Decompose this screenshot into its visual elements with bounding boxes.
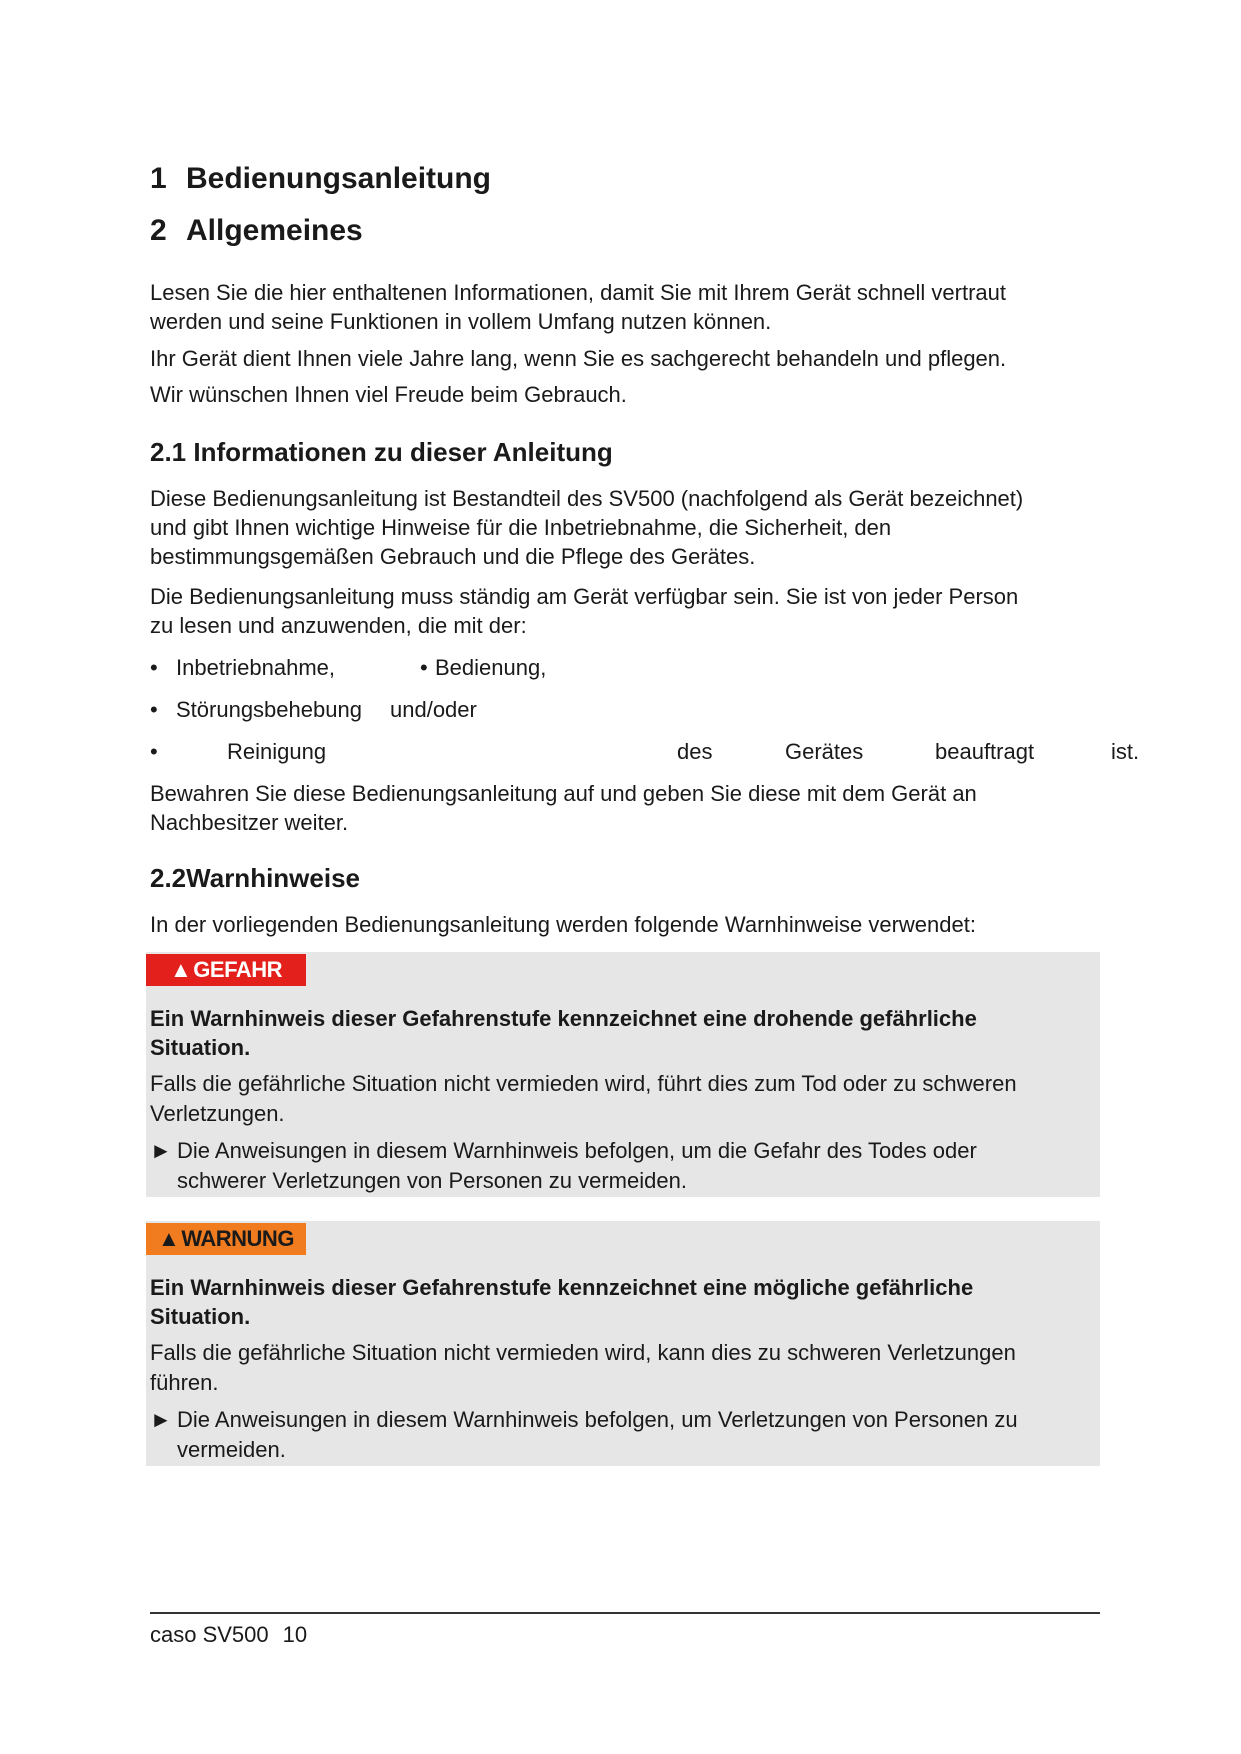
danger-action-line-2: schwerer Verletzungen von Personen zu vermeiden. — [177, 1168, 687, 1193]
bullet-word: ist. — [1111, 739, 1140, 764]
danger-bold-line-2: Situation. — [150, 1035, 251, 1060]
footer-divider — [150, 1612, 1100, 1614]
warning-triangle-icon: ▲ — [158, 1226, 180, 1251]
info-paragraph-3-line-1: Bewahren Sie diese Bedienungsanleitung auf und geben Sie diese mit dem Gerät an — [150, 781, 977, 806]
info-paragraph-1-line-2: und gibt Ihnen wichtige Hinweise für die Inbetriebnahme, die Sicherheit, den — [150, 515, 892, 540]
warning-action-line-1: Die Anweisungen in diesem Warnhinweis befolgen, um Verletzungen von Personen zu — [177, 1407, 1018, 1432]
section-2-2-heading — [150, 863, 360, 894]
general-paragraph-1-line-1: Lesen Sie die hier enthaltenen Informationen, damit Sie mit Ihrem Gerät schnell vertraut — [150, 280, 1007, 305]
section-2-2-number: 2.2 — [150, 863, 187, 893]
arrow-right-icon: ► — [150, 1407, 172, 1432]
footer — [150, 1620, 321, 1650]
danger-bold-line-1: Ein Warnhinweis dieser Gefahrenstufe kennzeichnet eine drohende gefährliche — [150, 1006, 977, 1031]
general-paragraph-3: Wir wünschen Ihnen viel Freude beim Gebrauch. — [150, 382, 627, 407]
page-number: 10 — [282, 1622, 308, 1647]
bullet-row-1 — [150, 653, 1150, 683]
heading-2-number: 2 — [150, 214, 167, 247]
danger-text-line-2: Verletzungen. — [150, 1101, 285, 1126]
danger-text-line-1: Falls die gefährliche Situation nicht vermieden wird, führt dies zum Tod oder zu schweren — [150, 1071, 1017, 1096]
info-paragraph-1-line-3: bestimmungsgemäßen Gebrauch und die Pflege des Gerätes. — [150, 544, 756, 569]
warning-badge — [146, 1223, 306, 1255]
warning-triangle-icon: ▲ — [170, 957, 192, 982]
info-paragraph-1-line-1: Diese Bedienungsanleitung ist Bestandteil des SV500 (nachfolgend als Gerät bezeichnet) — [150, 486, 1024, 511]
danger-badge — [146, 954, 306, 986]
bullet-word: beauftragt — [935, 739, 1035, 764]
bullet-word: des — [677, 739, 713, 764]
bullet-text: Bedienung, — [435, 655, 547, 680]
bullet-dot: • — [150, 655, 158, 680]
danger-box — [146, 952, 1100, 1197]
warnings-intro: In der vorliegenden Bedienungsanleitung werden folgende Warnhinweise verwendet: — [150, 912, 976, 937]
warning-bold-line-2: Situation. — [150, 1304, 251, 1329]
warning-text-line-2: führen. — [150, 1370, 219, 1395]
bullet-dot: • — [420, 655, 428, 680]
bullet-word: Reinigung — [227, 739, 327, 764]
bullet-row-3 — [150, 737, 1150, 767]
section-2-1-heading: 2.1 Informationen zu dieser Anleitung — [150, 437, 613, 467]
info-paragraph-2-line-2: zu lesen und anzuwenden, die mit der: — [150, 613, 527, 638]
danger-action — [150, 1136, 1090, 1196]
general-paragraph-1-line-2: werden und seine Funktionen in vollem Umfang nutzen können. — [150, 309, 772, 334]
warning-action-line-2: vermeiden. — [177, 1437, 286, 1462]
danger-badge-label: GEFAHR — [193, 957, 282, 982]
heading-1 — [150, 162, 491, 196]
general-paragraph-2: Ihr Gerät dient Ihnen viele Jahre lang, wenn Sie es sachgerecht behandeln und pflegen. — [150, 346, 1007, 371]
warning-box — [146, 1221, 1100, 1466]
heading-1-number: 1 — [150, 162, 167, 195]
bullet-dot: • — [150, 739, 158, 764]
warning-bold-line-1: Ein Warnhinweis dieser Gefahrenstufe kennzeichnet eine mögliche gefährliche — [150, 1275, 974, 1300]
bullet-dot: • — [150, 697, 158, 722]
bullet-text: und/oder — [390, 697, 477, 722]
heading-1-text: Bedienungsanleitung — [186, 162, 492, 195]
warning-text-line-1: Falls die gefährliche Situation nicht vermieden wird, kann dies zu schweren Verletzungen — [150, 1340, 1016, 1365]
heading-2-text: Allgemeines — [186, 214, 363, 247]
footer-product: caso SV500 — [150, 1622, 269, 1647]
warning-action — [150, 1405, 1090, 1465]
info-paragraph-2-line-1: Die Bedienungsanleitung muss ständig am Gerät verfügbar sein. Sie ist von jeder Person — [150, 584, 1019, 609]
arrow-right-icon: ► — [150, 1138, 172, 1163]
bullet-text: Inbetriebnahme, — [176, 655, 335, 680]
heading-2 — [150, 214, 363, 248]
bullet-text: Störungsbehebung — [176, 697, 362, 722]
bullet-word: Gerätes — [785, 739, 864, 764]
bullet-row-2 — [150, 695, 1150, 725]
section-2-2-text: Warnhinweise — [186, 863, 361, 893]
warning-badge-label: WARNUNG — [181, 1226, 294, 1251]
info-paragraph-3-line-2: Nachbesitzer weiter. — [150, 810, 349, 835]
danger-action-line-1: Die Anweisungen in diesem Warnhinweis befolgen, um die Gefahr des Todes oder — [177, 1138, 977, 1163]
